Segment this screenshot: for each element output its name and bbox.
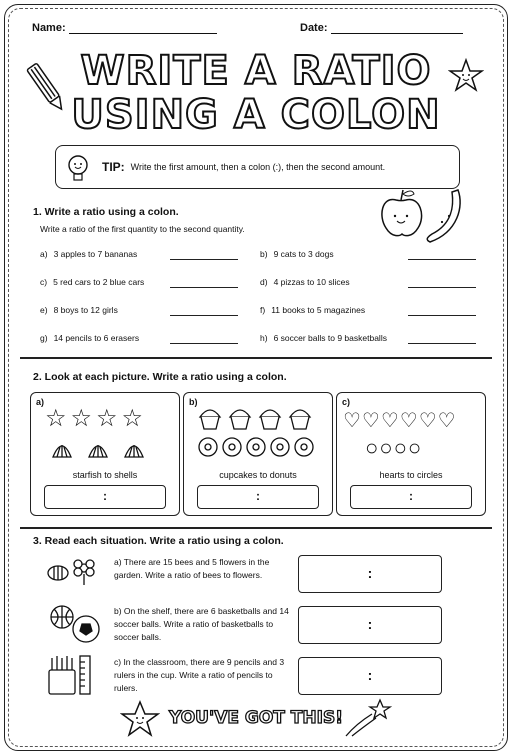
tip-text: Write the first amount, then a colon (:), then the second amount. bbox=[130, 162, 386, 172]
shell-icon-row bbox=[51, 439, 163, 461]
heart-icon-row: ♡♡♡♡♡♡ bbox=[343, 410, 457, 432]
situation-c-text: c) In the classroom, there are 9 pencils and 3 rulers in the cup. Write a ratio of pencils to rulers. bbox=[114, 657, 285, 693]
picture-box-a bbox=[30, 392, 180, 516]
picture-label-a: a) bbox=[36, 397, 45, 407]
cupcake-icon bbox=[200, 410, 220, 429]
answer-box-a[interactable]: : bbox=[44, 485, 166, 509]
name-line[interactable] bbox=[69, 24, 217, 34]
apple-banana-icon bbox=[378, 186, 468, 246]
section-1-instruction: Write a ratio of the first quantity to the second quantity. bbox=[40, 224, 245, 234]
answer-line-h[interactable] bbox=[408, 343, 476, 344]
situation-a-text: a) There are 15 bees and 5 flowers in the garden. Write a ratio of bees to flowers. bbox=[114, 557, 270, 580]
question-label: h) bbox=[260, 333, 268, 343]
question-label: a) bbox=[40, 249, 48, 259]
picture-caption-b: cupcakes to donuts bbox=[219, 470, 297, 480]
picture-box-b bbox=[183, 392, 333, 516]
cupcake-donut-icons bbox=[196, 403, 324, 465]
pencil-icon bbox=[26, 58, 66, 116]
answer-box-b[interactable]: : bbox=[197, 485, 319, 509]
starfish-icon-row: ☆☆☆☆ bbox=[45, 405, 148, 432]
question-label: e) bbox=[40, 305, 48, 315]
answer-line-d[interactable] bbox=[408, 287, 476, 288]
situation-b-answer[interactable]: : bbox=[298, 606, 442, 644]
question-text: 8 boys to 12 girls bbox=[53, 305, 118, 315]
tip-label: TIP: bbox=[102, 160, 125, 174]
question-g bbox=[40, 333, 139, 343]
question-text: 4 pizzas to 10 slices bbox=[273, 277, 350, 287]
answer-line-e[interactable] bbox=[170, 315, 238, 316]
question-text: 6 soccer balls to 9 basketballs bbox=[273, 333, 387, 343]
question-text: 11 books to 5 magazines bbox=[271, 305, 366, 315]
question-label: b) bbox=[260, 249, 268, 259]
question-h bbox=[260, 333, 387, 343]
name-label: Name: bbox=[32, 22, 66, 34]
picture-caption-a: starfish to shells bbox=[72, 470, 138, 480]
picture-label-c: c) bbox=[342, 397, 351, 407]
title-line-1: WRITE A RATIO bbox=[80, 48, 432, 94]
footer-message: YOU'VE GOT THIS! bbox=[169, 708, 343, 728]
name-field[interactable] bbox=[32, 22, 217, 34]
bee-flower-icon bbox=[44, 556, 100, 586]
pencil-cup-ruler-icon bbox=[46, 654, 96, 696]
answer-line-c[interactable] bbox=[170, 287, 238, 288]
question-label: c) bbox=[40, 277, 48, 287]
divider-2 bbox=[20, 527, 492, 529]
question-d bbox=[260, 277, 350, 287]
situation-b-text: b) On the shelf, there are 6 basketballs and 14 soccer balls. Write a ratio of basketballs to soccer balls. bbox=[114, 606, 289, 642]
title-line-2: USING A COLON bbox=[71, 92, 441, 138]
smiling-star-icon bbox=[448, 58, 484, 94]
date-label: Date: bbox=[300, 22, 328, 34]
answer-line-a[interactable] bbox=[170, 259, 238, 260]
section-1-title: 1. Write a ratio using a colon. bbox=[33, 206, 179, 218]
question-b bbox=[260, 249, 334, 259]
lightbulb-icon bbox=[64, 152, 92, 184]
date-line[interactable] bbox=[331, 24, 463, 34]
question-c bbox=[40, 277, 144, 287]
shooting-star-icon bbox=[342, 696, 392, 738]
picture-caption-c: hearts to circles bbox=[379, 470, 443, 480]
picture-box-c bbox=[336, 392, 486, 516]
answer-box-c[interactable]: : bbox=[350, 485, 472, 509]
basketball-soccer-icon bbox=[48, 604, 104, 644]
question-a bbox=[40, 249, 137, 259]
question-e bbox=[40, 305, 118, 315]
tip-box bbox=[55, 145, 460, 189]
picture-label-b: b) bbox=[189, 397, 198, 407]
section-2-title: 2. Look at each picture. Write a ratio using a colon. bbox=[33, 371, 287, 383]
date-field[interactable] bbox=[300, 22, 463, 34]
question-text: 5 red cars to 2 blue cars bbox=[53, 277, 145, 287]
question-text: 14 pencils to 6 erasers bbox=[53, 333, 140, 343]
divider-1 bbox=[20, 357, 492, 359]
circle-icon-row: ○○○○ bbox=[365, 435, 423, 460]
situation-c-answer[interactable]: : bbox=[298, 657, 442, 695]
answer-line-g[interactable] bbox=[170, 343, 238, 344]
question-label: f) bbox=[260, 305, 266, 315]
answer-line-f[interactable] bbox=[408, 315, 476, 316]
section-3-title: 3. Read each situation. Write a ratio using a colon. bbox=[33, 535, 284, 547]
question-f bbox=[260, 305, 365, 315]
question-label: d) bbox=[260, 277, 268, 287]
question-text: 3 apples to 7 bananas bbox=[53, 249, 138, 259]
answer-line-b[interactable] bbox=[408, 259, 476, 260]
question-text: 9 cats to 3 dogs bbox=[273, 249, 334, 259]
question-label: g) bbox=[40, 333, 48, 343]
situation-a-answer[interactable]: : bbox=[298, 555, 442, 593]
